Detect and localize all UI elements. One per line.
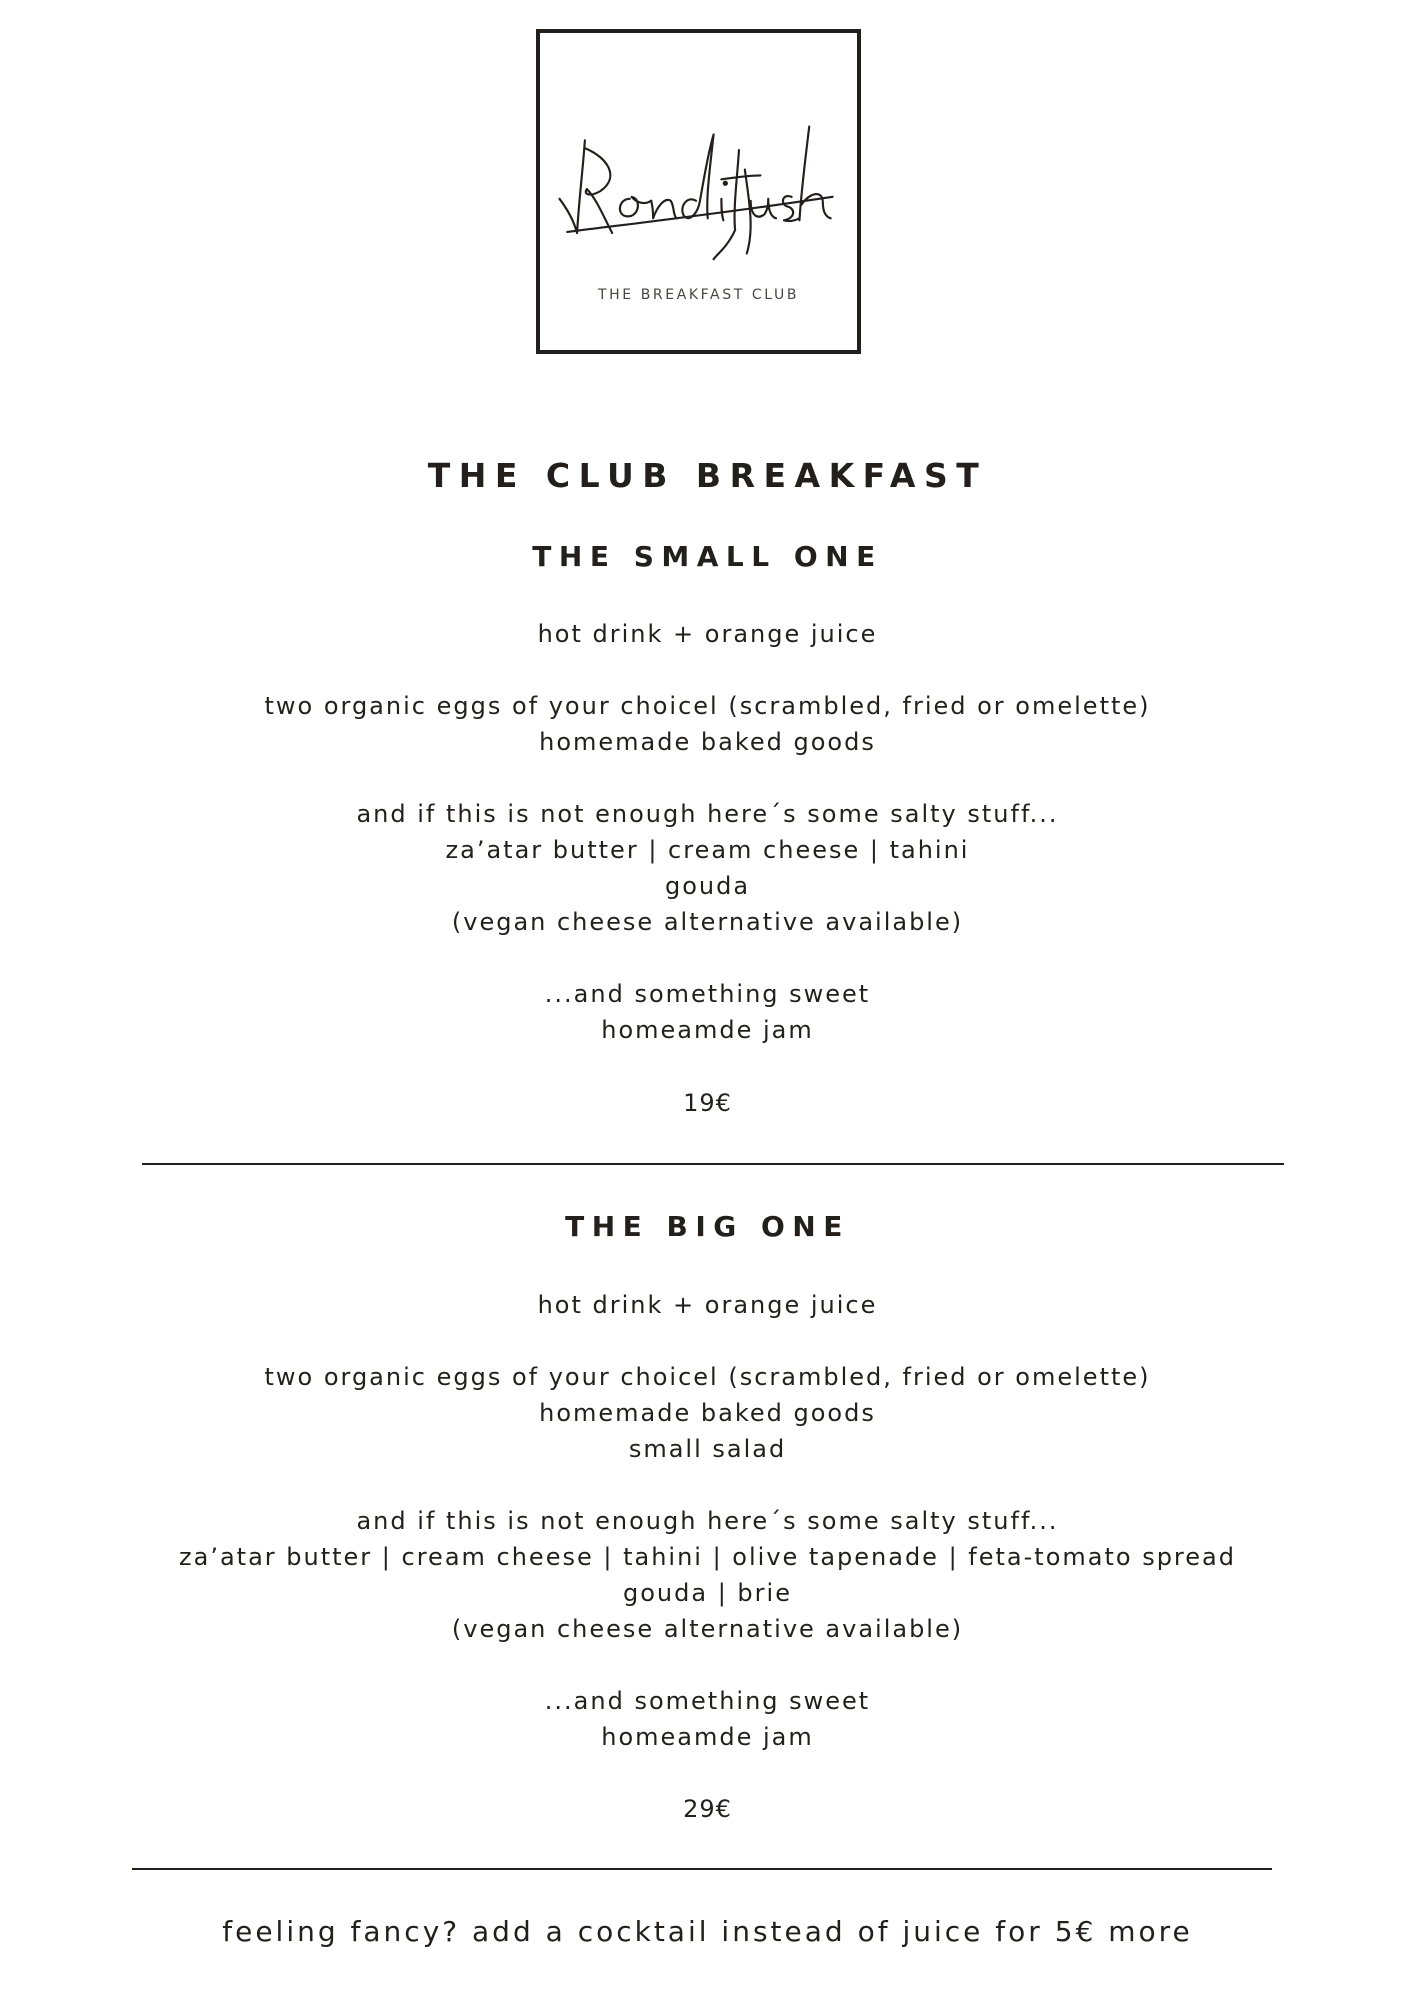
price-small: 19€ bbox=[683, 1089, 732, 1117]
section-title-small: THE SMALL ONE bbox=[532, 540, 883, 573]
section-divider bbox=[142, 1163, 1284, 1165]
menu-line: two organic eggs of your choicel (scrambled, fried or omelette) bbox=[264, 692, 1151, 720]
menu-line: homeamde jam bbox=[601, 1723, 814, 1751]
menu-line: ...and something sweet bbox=[544, 1687, 871, 1715]
menu-line: (vegan cheese alternative available) bbox=[451, 908, 964, 936]
menu-line-spacer bbox=[0, 940, 1415, 976]
big-menu-items bbox=[0, 1287, 1415, 1755]
menu-line-spacer bbox=[0, 1467, 1415, 1503]
brand-logo bbox=[536, 29, 861, 354]
menu-line-spacer bbox=[0, 652, 1415, 688]
menu-line: small salad bbox=[628, 1435, 787, 1463]
small-menu-items bbox=[0, 616, 1415, 1048]
section-divider bbox=[132, 1868, 1272, 1870]
menu-line: homemade baked goods bbox=[539, 728, 876, 756]
menu-line-spacer bbox=[0, 1323, 1415, 1359]
menu-line: za’atar butter | cream cheese | tahini bbox=[445, 836, 970, 864]
menu-line: homemade baked goods bbox=[539, 1399, 876, 1427]
price-big: 29€ bbox=[683, 1795, 732, 1823]
menu-line: gouda bbox=[664, 872, 751, 900]
menu-line: and if this is not enough here´s some salty stuff... bbox=[356, 1507, 1059, 1535]
menu-line: homeamde jam bbox=[601, 1016, 814, 1044]
menu-line-spacer bbox=[0, 1647, 1415, 1683]
menu-line: za’atar butter | cream cheese | tahini | olive tapenade | feta-tomato spread bbox=[179, 1543, 1236, 1571]
menu-line: and if this is not enough here´s some salty stuff... bbox=[356, 800, 1059, 828]
section-title-big: THE BIG ONE bbox=[565, 1210, 850, 1243]
footer-note: feeling fancy? add a cocktail instead of juice for 5€ more bbox=[222, 1915, 1193, 1948]
menu-line: hot drink + orange juice bbox=[537, 620, 878, 648]
menu-line: gouda | brie bbox=[623, 1579, 792, 1607]
menu-line: (vegan cheese alternative available) bbox=[451, 1615, 964, 1643]
menu-line-spacer bbox=[0, 760, 1415, 796]
logo-tagline: THE BREAKFAST CLUB bbox=[597, 287, 800, 303]
menu-line: ...and something sweet bbox=[544, 980, 871, 1008]
menu-line: two organic eggs of your choicel (scrambled, fried or omelette) bbox=[264, 1363, 1151, 1391]
page-title: THE CLUB BREAKFAST bbox=[427, 456, 988, 495]
menu-line: hot drink + orange juice bbox=[537, 1291, 878, 1319]
